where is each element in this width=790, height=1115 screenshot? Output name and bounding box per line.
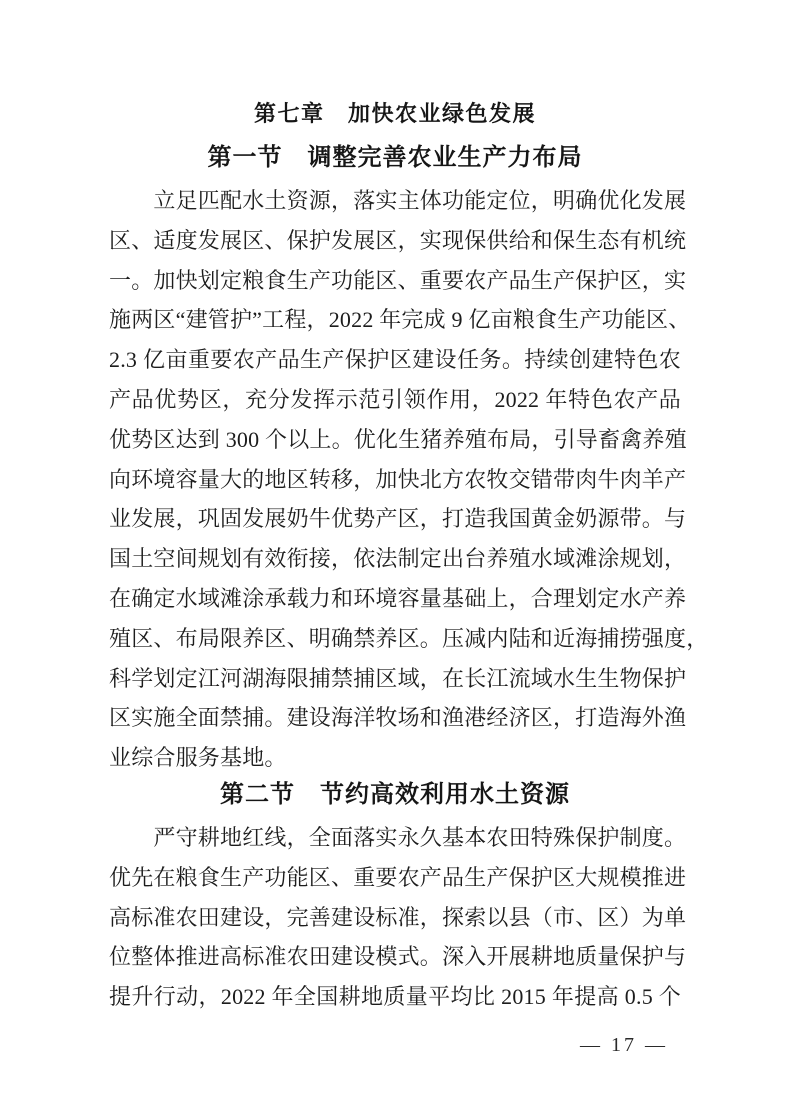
text-line: 业综合服务基地。	[109, 745, 287, 771]
text-line: 区实施全面禁捕。建设海洋牧场和渔港经济区，打造海外渔	[109, 705, 687, 731]
text-line: 产品优势区，充分发挥示范引领作用，2022 年特色农产品	[109, 386, 681, 412]
sections-container	[109, 141, 709, 1017]
section-heading: 第二节 节约高效利用水土资源	[220, 781, 570, 808]
text-line: 殖区、布局限养区、明确禁养区。压减内陆和近海捕捞强度，	[109, 625, 709, 651]
text-line: 优先在粮食生产功能区、重要农产品生产保护区大规模推进	[109, 864, 687, 890]
text-line: 业发展，巩固发展奶牛优势产区，打造我国黄金奶源带。与	[109, 506, 687, 532]
text-line: 立足匹配水土资源，落实主体功能定位，明确优化发展	[109, 188, 687, 213]
page-number: — 17 —	[580, 1034, 668, 1056]
paragraph	[109, 818, 687, 1017]
text-line: 国土空间规划有效衔接，依法制定出台养殖水域滩涂规划，	[109, 546, 687, 572]
text-line: 施两区“建管护”工程，2022 年完成 9 亿亩粮食生产功能区、	[109, 307, 691, 333]
text-line: 2.3 亿亩重要农产品生产保护区建设任务。持续创建特色农	[109, 347, 681, 373]
text-line: 在确定水域滩涂承载力和环境容量基础上，合理划定水产养	[109, 585, 687, 611]
text-line: 一。加快划定粮食生产功能区、重要农产品生产保护区，实	[109, 267, 687, 293]
section-heading: 第一节 调整完善农业生产力布局	[207, 145, 583, 171]
text-line: 科学划定江河湖海限捕禁捕区域，在长江流域水生生物保护	[109, 665, 687, 691]
text-line: 高标准农田建设，完善建设标准，探索以县（市、区）为单	[109, 904, 687, 930]
text-line: 优势区达到 300 个以上。优化生猪养殖布局，引导畜禽养殖	[109, 426, 687, 452]
text-line: 向环境容量大的地区转移，加快北方农牧交错带肉牛肉羊产	[109, 466, 687, 492]
text-line: 位整体推进高标准农田建设模式。深入开展耕地质量保护与	[109, 944, 687, 970]
text-line: 严守耕地红线，全面落实永久基本农田特殊保护制度。	[109, 824, 687, 850]
text-line: 提升行动，2022 年全国耕地质量平均比 2015 年提高 0.5 个	[109, 984, 681, 1010]
text-line: 区、适度发展区、保护发展区，实现保供给和保生态有机统	[109, 227, 687, 253]
paragraph	[109, 181, 709, 778]
chapter-title: 第七章 加快农业绿色发展	[253, 101, 536, 126]
